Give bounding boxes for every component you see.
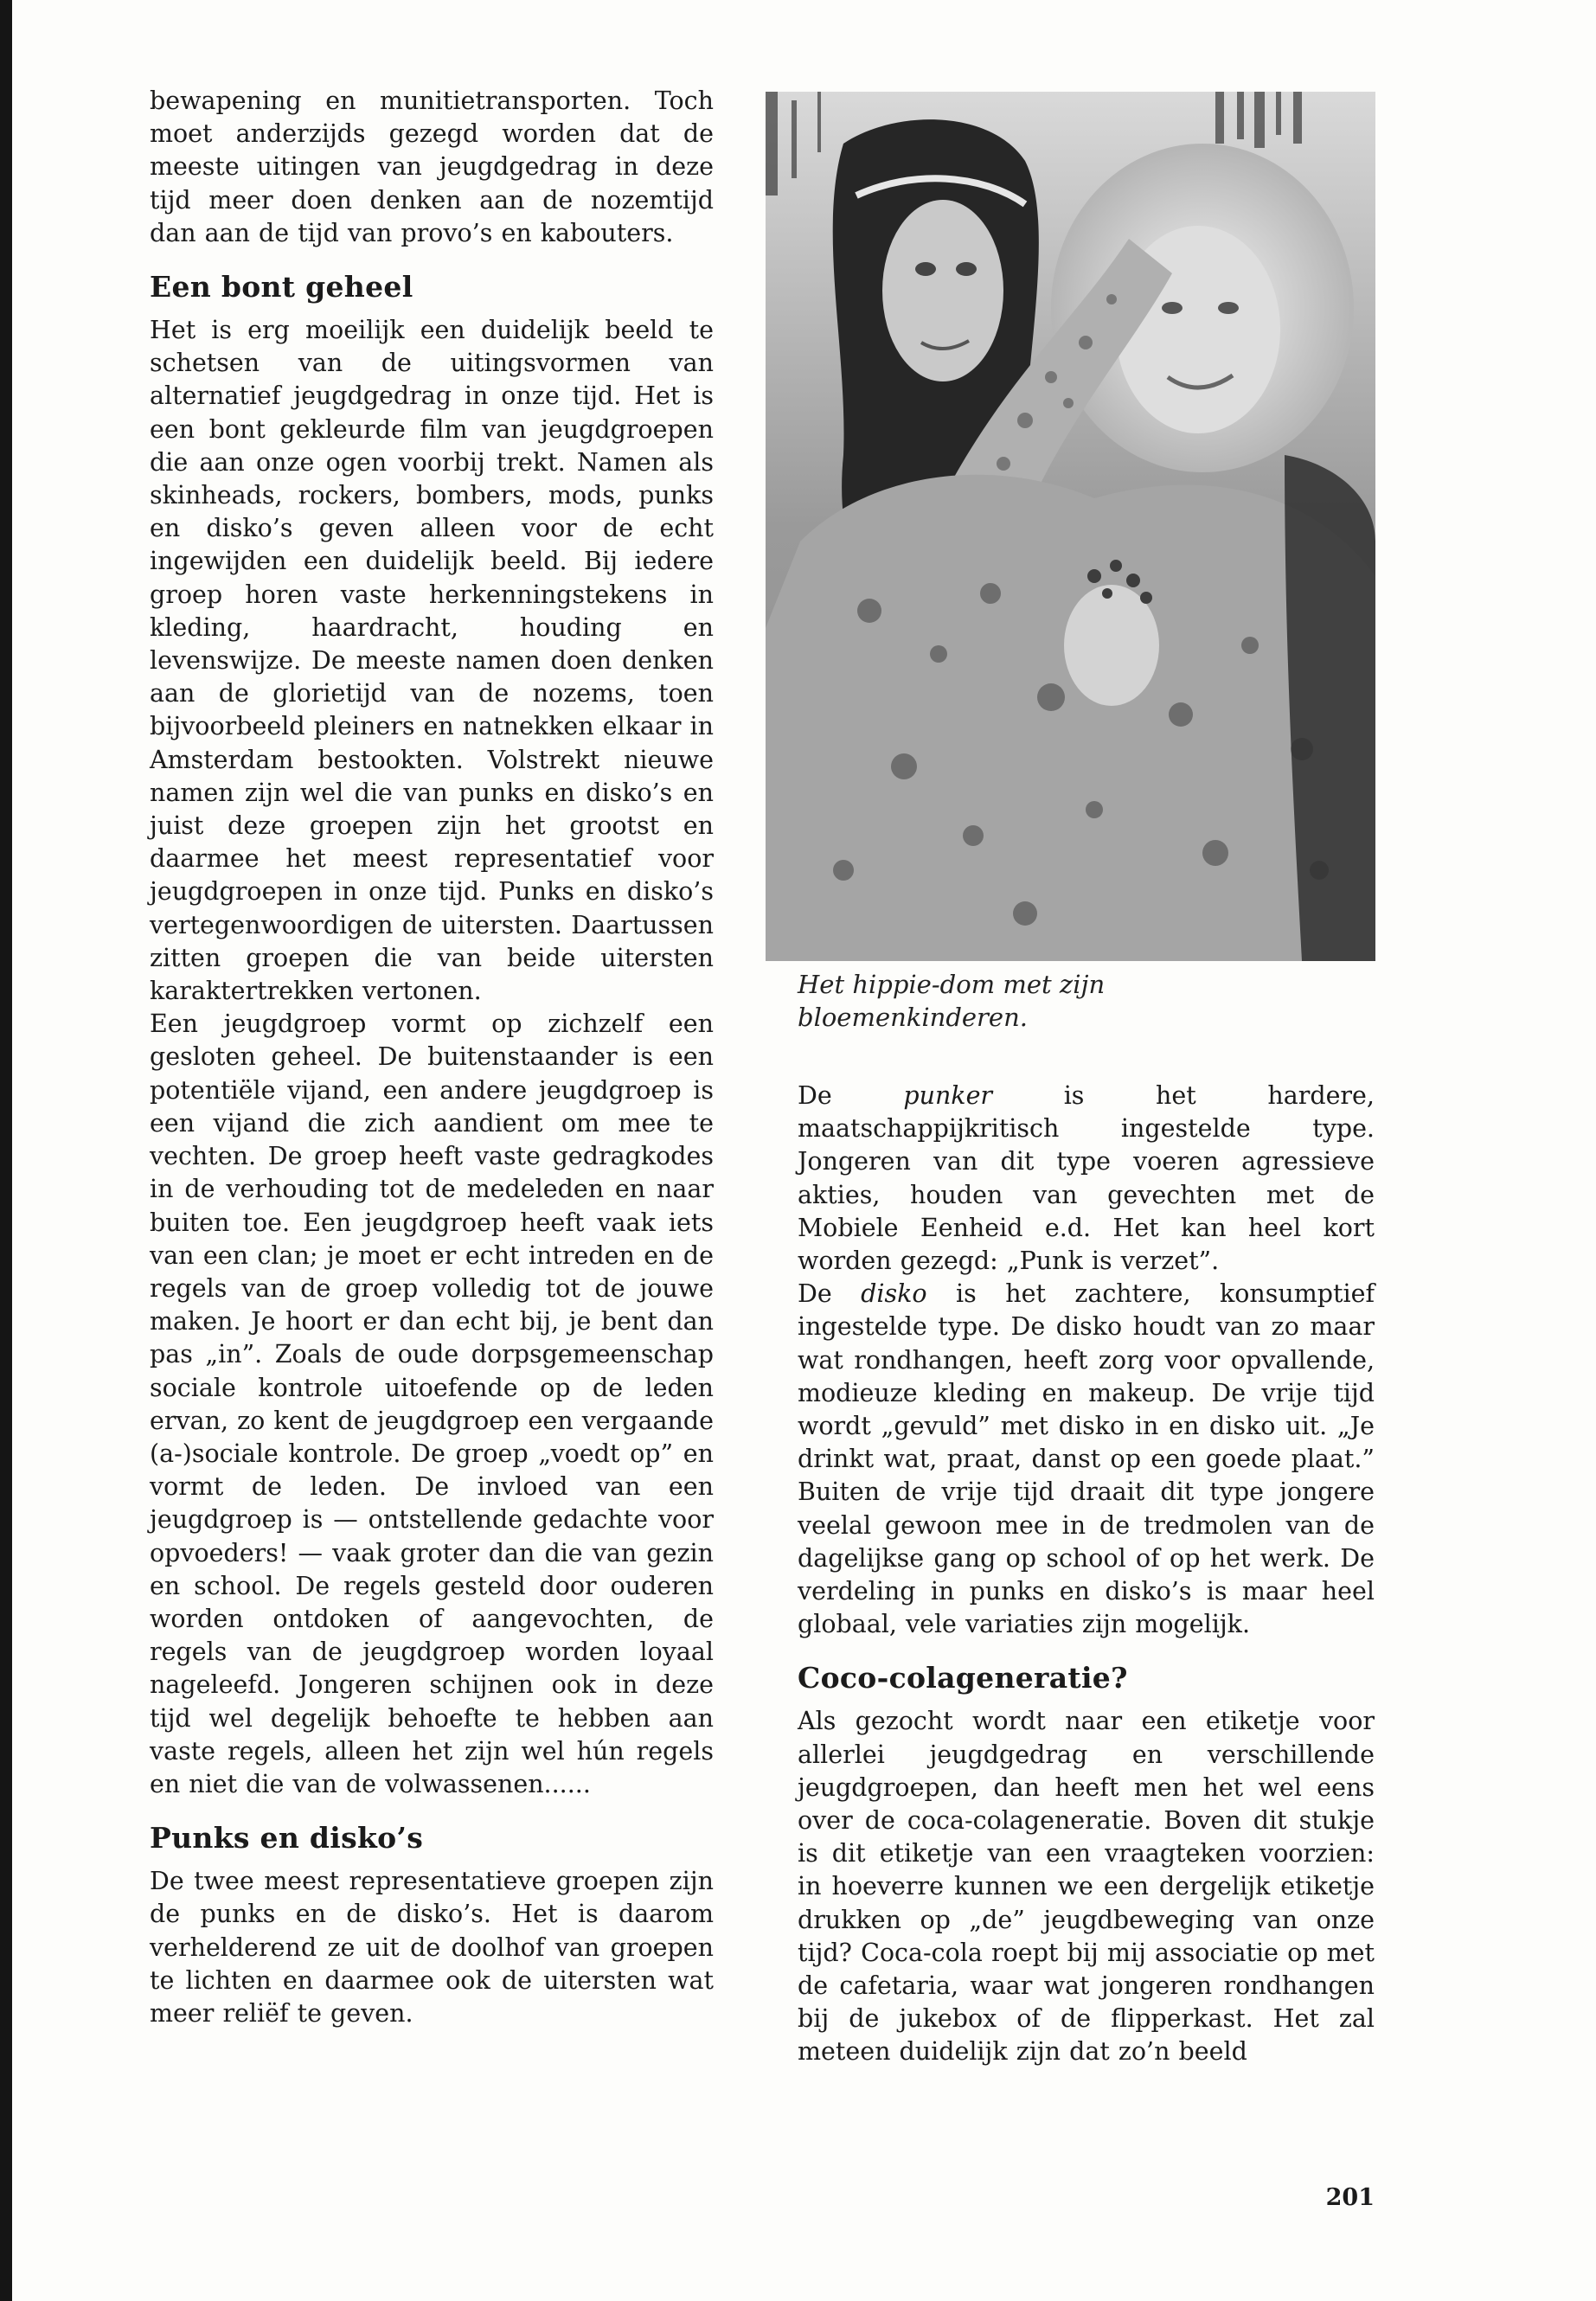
paragraph-disko — [798, 1278, 1375, 1641]
photo-caption — [798, 968, 1368, 1034]
punker-lead: De — [798, 1081, 904, 1110]
heading-punks-en-diskos: Punks en disko’s — [150, 1821, 424, 1856]
page-number: 201 — [1325, 2184, 1375, 2211]
term-punker: punker — [903, 1081, 993, 1110]
paragraph-coco-cola: Als gezocht wordt naar een etiketje voor allerlei jeugdgedrag en verschillende jeugdgroepen, dan heeft men het wel eens over de coca-colageneratie. Boven dit stukje is dit etiketje van een vraagteken voorzien: in hoeverre kunnen we een dergelijk etiketje drukken op „de” jeugdbeweging van onze tijd? Coca-cola roept bij mij associatie op met de cafetaria, waar wat jongeren rondhangen bij de jukebox of de flipperkast. Het zal meteen duidelijk zijn dat zo’n beeld — [798, 1707, 1375, 2067]
scan-edge-bar — [0, 0, 12, 2301]
left-column — [150, 85, 714, 2030]
paragraph-punks-diskos: De twee meest representatieve groepen zijn de punks en de disko’s. Het is daarom verhelderend ze uit de doolhof van groepen te lichten en daarmee ook de uitersten wat meer reliëf te geven. — [150, 1867, 714, 2028]
photo-illustration — [766, 92, 1375, 961]
heading-een-bont-geheel: Een bont geheel — [150, 270, 413, 304]
photo-hippie-couple — [766, 92, 1375, 961]
caption-line-2: bloemenkinderen. — [798, 1003, 1028, 1032]
paragraph-bont-geheel: Het is erg moeilijk een duidelijk beeld te schetsen van de uitingsvormen van alternatief jeugdgedrag in onze tijd. Het is een bont gekleurde film van jeugdgroepen die aan onze ogen voorbij trekt. Namen als skinheads, rockers, bombers, mods, punks en disko’s geven alleen voor de echt ingewijden een duidelijk beeld. Bij iedere groep horen vaste herkenningstekens in kleding, haardracht, houding en levenswijze. De meeste namen doen denken aan de glorietijd van de nozems, toen bijvoorbeeld pleiners en natnekken elkaar in Amsterdam bestookten. Volstrekt nieuwe namen zijn wel die van punks en disko’s en juist deze groepen zijn het grootst en daarmee het meest representatief voor jeugdgroepen in onze tijd. Punks en disko’s vertegenwoordigen de uitersten. Daartussen zitten groepen die van beide uitersten karaktertrekken vertonen. — [150, 316, 715, 1006]
paragraph-jeugdgroep: Een jeugdgroep vormt op zichzelf een gesloten geheel. De buitenstaander is een potentiële vijand, een andere jeugdgroep is een vijand die zich aandient om mee te vechten. De groep heeft vaste gedragkodes in de verhouding tot de medeleden en naar buiten toe. Een jeugdgroep heeft vaak iets van een clan; je moet er echt intreden en de regels van de groep volledig tot de jouwe maken. Je hoort er dan echt bij, je bent dan pas „in”. Zoals de oude dorpsgemeenschap sociale kontrole uitoefende op de leden ervan, zo kent de jeugdgroep een vergaande (a-)sociale kontrole. De groep „voedt op” en vormt de leden. De invloed van een jeugdgroep is — ontstellende gedachte voor opvoeders! — vaak groter dan die van gezin en school. De regels gesteld door ouderen worden ontdoken of aangevochten, de regels van de jeugdgroep worden loyaal nageleefd. Jongeren schijnen ook in deze tijd wel degelijk behoefte te hebben aan vaste regels, alleen het zijn wel hún regels en niet die van de volwassenen...... — [150, 1009, 714, 1798]
paragraph-punker — [798, 1080, 1375, 1278]
caption-line-1: Het hippie-dom met zijn — [798, 970, 1106, 999]
heading-coco-colageneratie: Coco-colageneratie? — [798, 1661, 1128, 1695]
disko-text: is het zachtere, konsumptief ingestelde type. De disko houdt van zo maar wat rondhangen, heeft zorg voor opvallende, modieuze kleding en makeup. De vrije tijd wordt „gevuld” met disko in en disko uit. „Je drinkt wat, praat, danst op een goede plaat.” Buiten de vrije tijd draait dit type jongere veelal gewoon mee in de tredmolen van de dagelijkse gang op school of op het werk. De verdeling in punks en disko’s is maar heel globaal, vele variaties zijn mogelijk. — [798, 1279, 1375, 1639]
paragraph-intro: bewapening en munitietransporten. Toch moet anderzijds gezegd worden dat de meeste uitingen van jeugdgedrag in deze tijd meer doen denken aan de nozemtijd dan aan de tijd van provo’s en kabouters. — [150, 87, 714, 247]
term-disko: disko — [861, 1279, 927, 1309]
right-column — [798, 1080, 1375, 2069]
disko-lead: De — [798, 1279, 862, 1309]
punker-text: is het hardere, maatschappijkritisch ingestelde type. Jongeren van dit type voeren agressieve akties, houden van gevechten met de Mobiele Eenheid e.d. Het kan heel kort worden gezegd: „Punk is verzet”. — [798, 1081, 1375, 1276]
